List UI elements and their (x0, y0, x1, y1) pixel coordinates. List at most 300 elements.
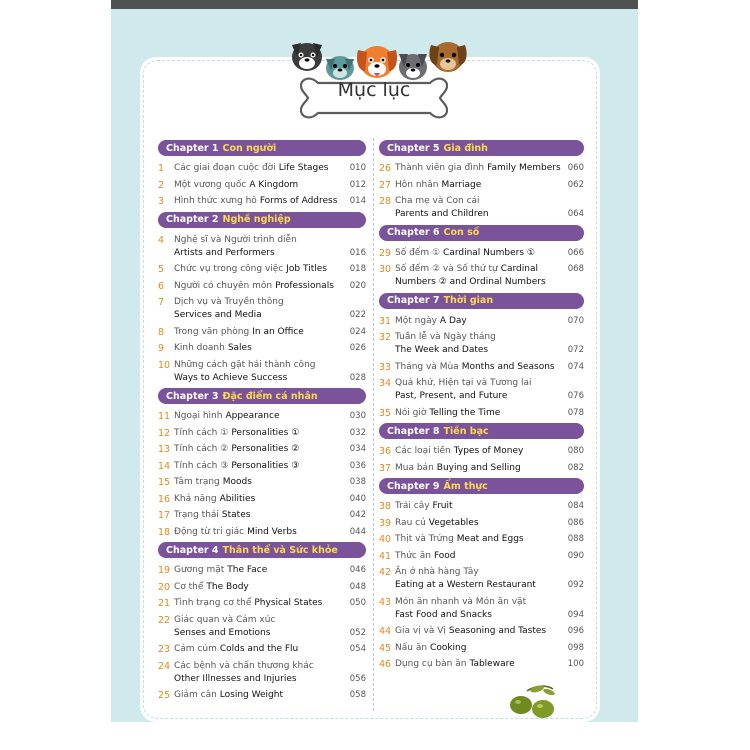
entry-text (174, 564, 344, 577)
toc-entry[interactable] (158, 234, 366, 260)
entry-vietnamese-title: Số đếm ① (395, 247, 441, 258)
entry-text (395, 247, 562, 260)
entry-vietnamese-title: Kinh doanh (174, 343, 225, 353)
entry-page-number: 054 (349, 644, 366, 654)
entry-text (395, 596, 562, 622)
entry-text (395, 361, 562, 374)
entry-english-title: Losing Weight (219, 690, 283, 700)
entry-english-title: Meat and Eggs (456, 534, 524, 544)
entry-text (174, 263, 344, 276)
chapter-header (379, 140, 584, 156)
entry-page-number: 052 (349, 627, 366, 638)
entry-english-title: Sales (227, 343, 252, 353)
entry-page-number: 076 (567, 391, 584, 401)
entry-text (174, 427, 344, 440)
entry-number: 46 (379, 659, 392, 670)
entry-english-title: Fast Food and Snacks (395, 609, 492, 620)
entry-vietnamese-title: Nói giờ (395, 407, 427, 418)
entry-number: 13 (158, 444, 171, 455)
entry-english-title: In an Office (252, 326, 304, 337)
toc-entry[interactable] (158, 179, 366, 192)
entry-english-title: A Kingdom (249, 179, 299, 190)
column-divider (373, 138, 374, 711)
entry-english-title: Moods (222, 477, 252, 487)
entry-vietnamese-title: Thành viên gia đình (395, 163, 485, 173)
entry-english-title: Types of Money (453, 446, 524, 456)
entry-page-number: 074 (567, 361, 584, 372)
entry-english-title: A Day (439, 315, 467, 326)
entry-text (174, 326, 344, 339)
entry-text (395, 263, 562, 289)
entry-number: 36 (379, 446, 392, 457)
chapter-header (158, 140, 366, 156)
entry-text (174, 643, 344, 656)
entry-vietnamese-title: Một ngày (395, 315, 437, 326)
toc-entry[interactable] (379, 377, 584, 403)
entry-number: 28 (379, 196, 392, 207)
entry-text (174, 162, 344, 175)
toc-entry[interactable] (158, 342, 366, 355)
entry-text (395, 195, 562, 221)
toc-entry[interactable] (379, 263, 584, 289)
entry-page-number: 084 (567, 501, 584, 511)
toc-entry[interactable] (158, 476, 366, 489)
toc-entry[interactable] (158, 410, 366, 423)
entry-vietnamese-title: Chức vụ trong công việc (174, 264, 284, 274)
entry-page-number: 096 (567, 626, 584, 636)
toc-entry[interactable] (379, 517, 584, 530)
entry-page-number: 058 (349, 690, 366, 700)
entry-number: 38 (379, 501, 392, 512)
toc-entry[interactable] (158, 326, 366, 339)
entry-text (395, 550, 562, 563)
entry-number: 17 (158, 510, 171, 521)
entry-text (174, 179, 344, 192)
chapter-number: Chapter 6 (387, 227, 440, 238)
chapter-header (158, 388, 366, 404)
entry-page-number: 068 (567, 264, 584, 274)
toc-entry[interactable] (158, 660, 366, 686)
entry-page-number: 062 (567, 179, 584, 190)
entry-english-title: Tableware (469, 659, 515, 669)
entry-page-number: 034 (349, 444, 366, 454)
entry-english-title: Personalities ③ (231, 460, 300, 471)
entry-english-title: Cardinal Numbers ① (443, 247, 535, 258)
entry-page-number: 066 (567, 247, 584, 258)
entry-number: 15 (158, 477, 171, 488)
toc-entry[interactable] (379, 247, 584, 260)
entry-english-title: Ways to Achieve Success (174, 372, 288, 383)
entry-number: 22 (158, 614, 171, 626)
chapter-number: Chapter 4 (166, 544, 219, 556)
toc-entry[interactable] (158, 460, 366, 473)
entry-number: 31 (379, 315, 392, 327)
entry-vietnamese-title: Tính cách ③ (174, 460, 229, 471)
toc-entry[interactable] (379, 162, 584, 175)
entry-english-title: Vegetables (428, 517, 479, 528)
entry-english-title: Parents and Children (395, 209, 489, 219)
chapter-title: Thân thể và Sức khỏe (222, 544, 338, 556)
entry-text (395, 462, 562, 475)
entry-english-title: Telling the Time (429, 407, 501, 418)
toc-entry[interactable] (158, 643, 366, 656)
toc-entry[interactable] (158, 614, 366, 640)
toc-entry[interactable] (379, 550, 584, 563)
chapter-header (158, 542, 366, 558)
entry-number: 8 (158, 326, 165, 338)
toc-entry[interactable] (158, 443, 366, 456)
toc-entry[interactable] (158, 526, 366, 539)
entry-vietnamese-title: Gương mặt (174, 565, 225, 575)
entry-number: 24 (158, 660, 171, 672)
entry-number: 25 (158, 690, 171, 701)
chapter-title: Con người (222, 142, 277, 154)
entry-page-number: 060 (567, 163, 584, 173)
entry-number: 37 (379, 462, 392, 474)
chapter-title: Đặc điểm cá nhân (222, 390, 318, 402)
entry-number: 10 (158, 359, 171, 371)
toc-entry[interactable] (158, 162, 366, 175)
entry-text (174, 476, 344, 489)
entry-page-number: 010 (349, 163, 366, 173)
entry-number: 26 (379, 163, 392, 174)
toc-entry[interactable] (379, 407, 584, 420)
entry-vietnamese-title: Các loại tiền (395, 446, 451, 456)
entry-english-title: Eating at a Western Restaurant (395, 580, 536, 590)
chapter-title: Con số (443, 227, 480, 238)
entry-vietnamese-title: Ăn ở nhà hàng Tây (395, 567, 479, 577)
toc-entry[interactable] (379, 445, 584, 458)
entry-text (174, 689, 344, 702)
entry-english-title: Past, Present, and Future (395, 391, 508, 401)
entry-page-number: 040 (349, 493, 366, 504)
toc-entry[interactable] (158, 509, 366, 522)
chapter-header (379, 225, 584, 241)
entry-number: 41 (379, 550, 392, 562)
toc-entry[interactable] (158, 280, 366, 293)
entry-text (174, 280, 344, 293)
entry-english-title: Family Members (487, 163, 561, 173)
entry-page-number: 022 (349, 310, 366, 320)
entry-english-title: The Face (227, 565, 268, 575)
entry-english-title: Physical States (254, 598, 323, 608)
entry-text (174, 581, 344, 594)
entry-number: 32 (379, 332, 392, 343)
entry-text (395, 315, 562, 328)
entry-number: 21 (158, 598, 171, 609)
entry-page-number: 086 (567, 517, 584, 528)
entry-english-title: Services and Media (174, 310, 262, 320)
entry-text (174, 493, 344, 506)
entry-vietnamese-title: Các bệnh và chấn thương khác (174, 660, 314, 671)
entry-vietnamese-title: Động từ tri giác (174, 526, 245, 537)
entry-number: 4 (158, 234, 165, 246)
entry-number: 39 (379, 517, 392, 529)
entry-text (395, 179, 562, 192)
toc-entry[interactable] (379, 179, 584, 192)
chapter-header (379, 478, 584, 494)
entry-vietnamese-title: Một vương quốc (174, 179, 247, 190)
entry-text (174, 234, 344, 260)
entry-vietnamese-title: Cha mẹ và Con cái (395, 196, 480, 206)
entry-vietnamese-title: Rau củ (395, 517, 426, 528)
entry-english-title: The Week and Dates (395, 345, 489, 355)
entry-text (395, 533, 562, 546)
entry-english-title: Months and Seasons (461, 361, 555, 372)
entry-text (395, 407, 562, 420)
entry-text (395, 445, 562, 458)
chapter-number: Chapter 1 (166, 142, 219, 154)
entry-vietnamese-title: Nghệ sĩ và Người trình diễn (174, 234, 297, 245)
entry-vietnamese-title: Nấu ăn (395, 642, 428, 653)
entry-vietnamese-title: Dịch vụ và Truyền thông (174, 297, 284, 307)
entry-number: 33 (379, 361, 392, 373)
toc-entry[interactable] (158, 195, 366, 208)
chapter-header (379, 293, 584, 309)
entry-number: 35 (379, 407, 392, 419)
entry-number: 16 (158, 493, 171, 505)
entry-page-number: 094 (567, 609, 584, 620)
entry-vietnamese-title: Món ăn nhanh và Món ăn vặt (395, 596, 527, 607)
chapter-title: Nghề nghiệp (222, 214, 291, 225)
entry-number: 6 (158, 280, 165, 292)
entry-text (395, 162, 562, 175)
chapter-title: Tiền bạc (443, 425, 489, 437)
entry-page-number: 028 (349, 372, 366, 383)
olives-illustration (507, 683, 559, 721)
toc-entry[interactable] (379, 462, 584, 475)
entry-number: 42 (379, 567, 392, 578)
entry-number: 1 (158, 163, 165, 174)
entry-vietnamese-title: Người có chuyên môn (174, 280, 273, 291)
entry-text (174, 509, 344, 522)
entry-vietnamese-title: Dụng cụ bàn ăn (395, 659, 467, 669)
entry-text (395, 377, 562, 403)
entry-english-title: Buying and Selling (436, 462, 521, 473)
toc-entry[interactable] (158, 427, 366, 440)
toc-entry[interactable] (379, 566, 584, 592)
entry-vietnamese-title: Tình trạng cơ thể (174, 598, 252, 608)
entry-vietnamese-title: Trái cây (395, 501, 430, 511)
entry-text (395, 566, 562, 592)
entry-english-title: States (221, 510, 251, 520)
toc-entry[interactable] (379, 642, 584, 655)
entry-vietnamese-title: Những cách gặt hái thành công (174, 359, 316, 370)
entry-page-number: 046 (349, 565, 366, 575)
entry-english-title: The Body (206, 581, 249, 592)
toc-entry[interactable] (379, 500, 584, 513)
entry-vietnamese-title: Hôn nhân (395, 179, 439, 190)
entry-english-title: Other Illnesses and Injuries (174, 673, 297, 684)
entry-vietnamese-title: Giảm cân (174, 690, 217, 700)
entry-number: 19 (158, 565, 171, 576)
toc-entry[interactable] (379, 331, 584, 357)
entry-english-title: Forms of Address (259, 196, 338, 206)
toc-entry[interactable] (379, 195, 584, 221)
entry-number: 7 (158, 297, 165, 308)
chapter-number: Chapter 5 (387, 142, 440, 154)
entry-english-title: Colds and the Flu (219, 644, 299, 654)
entry-page-number: 042 (349, 510, 366, 520)
dog-black-icon (292, 43, 322, 71)
toc-entry[interactable] (158, 564, 366, 577)
entry-page-number: 026 (349, 343, 366, 353)
entry-vietnamese-title: Thức ăn (395, 550, 431, 561)
entry-text (395, 625, 562, 638)
entry-number: 12 (158, 427, 171, 439)
entry-page-number: 090 (567, 550, 584, 561)
entry-vietnamese-title: Khả năng (174, 493, 217, 504)
toc-entry[interactable] (158, 581, 366, 594)
entry-vietnamese-title: Hình thức xưng hô (174, 196, 257, 206)
entry-vietnamese-title: Giác quan và Cảm xúc (174, 614, 276, 625)
toc-entry[interactable] (379, 658, 584, 671)
entry-page-number: 064 (567, 209, 584, 219)
entry-number: 40 (379, 534, 392, 545)
entry-page-number: 056 (349, 673, 366, 684)
toc-entry[interactable] (158, 296, 366, 322)
entry-page-number: 092 (567, 580, 584, 590)
chapter-header (379, 423, 584, 439)
entry-text (174, 460, 344, 473)
entry-text (174, 342, 344, 355)
entry-text (174, 296, 344, 322)
toc-entry[interactable] (379, 625, 584, 638)
entry-page-number: 012 (349, 179, 366, 190)
entry-page-number: 030 (349, 411, 366, 421)
entry-text (174, 597, 344, 610)
entry-number: 20 (158, 581, 171, 593)
entry-page-number: 072 (567, 345, 584, 355)
entry-number: 43 (379, 596, 392, 608)
entry-page-number: 078 (567, 407, 584, 418)
toc-entry[interactable] (158, 597, 366, 610)
entry-number: 14 (158, 460, 171, 472)
entry-english-title: Cooking (430, 642, 467, 653)
chapter-number: Chapter 9 (387, 480, 440, 492)
entry-number: 34 (379, 378, 392, 389)
entry-page-number: 024 (349, 326, 366, 337)
entry-page-number: 032 (349, 427, 366, 438)
entry-text (395, 517, 562, 530)
entry-number: 18 (158, 526, 171, 538)
toc-entry[interactable] (379, 533, 584, 546)
entry-english-title: Marriage (441, 179, 482, 190)
entry-number: 45 (379, 642, 392, 654)
entry-vietnamese-title: Mua bán (395, 462, 434, 473)
entry-number: 9 (158, 343, 165, 354)
entry-english-title: Mind Verbs (247, 526, 297, 537)
entry-number: 3 (158, 196, 165, 207)
entry-number: 5 (158, 264, 165, 275)
toc-entry[interactable] (379, 596, 584, 622)
entry-page-number: 044 (349, 526, 366, 537)
chapter-number: Chapter 3 (166, 390, 219, 402)
entry-english-title: Professionals (275, 280, 334, 291)
entry-english-title: Seasoning and Tastes (448, 626, 547, 636)
entry-english-title: Food (433, 550, 456, 561)
entry-page-number: 036 (349, 460, 366, 471)
top-strip (111, 0, 638, 9)
toc-right-column (379, 138, 584, 675)
entry-number: 44 (379, 626, 392, 637)
entry-vietnamese-title: Cảm cúm (174, 644, 217, 654)
entry-page-number: 018 (349, 264, 366, 274)
entry-text (174, 660, 344, 686)
entry-number: 2 (158, 179, 165, 191)
entry-english-title: Life Stages (278, 163, 329, 173)
entry-vietnamese-title: Tháng và Mùa (395, 361, 459, 372)
dog-brown-icon (429, 42, 466, 72)
toc-entry[interactable] (379, 361, 584, 374)
entry-page-number: 080 (567, 446, 584, 456)
entry-number: 29 (379, 247, 392, 259)
entry-page-number: 082 (567, 462, 584, 473)
entry-english-title: Appearance (225, 411, 280, 421)
entry-vietnamese-title: Ngoại hình (174, 411, 223, 421)
chapter-title: Thời gian (443, 295, 494, 306)
entry-vietnamese-title: Trong văn phòng (174, 326, 250, 337)
toc-entry[interactable] (158, 493, 366, 506)
entry-page-number: 020 (349, 280, 366, 291)
entry-english-title: Artists and Performers (174, 247, 275, 258)
entry-page-number: 050 (349, 598, 366, 608)
entry-english-title: Fruit (432, 501, 453, 511)
entry-vietnamese-title: Quá khứ, Hiện tại và Tương lai (395, 378, 532, 388)
entry-text (395, 658, 562, 671)
entry-english-title: Personalities ② (231, 444, 300, 454)
entry-text (395, 500, 562, 513)
entry-page-number: 016 (349, 247, 366, 258)
chapter-number: Chapter 2 (166, 214, 219, 225)
entry-vietnamese-title: Gia vị và Vị (395, 626, 446, 636)
entry-page-number: 098 (567, 642, 584, 653)
toc-entry[interactable] (158, 263, 366, 276)
toc-entry[interactable] (158, 359, 366, 385)
toc-left-column (158, 138, 366, 706)
entry-text (174, 443, 344, 456)
entry-text (174, 359, 344, 385)
entry-vietnamese-title: Các giai đoạn cuộc đời (174, 163, 276, 173)
entry-english-title: Senses and Emotions (174, 627, 271, 638)
entry-vietnamese-title: Thịt và Trứng (395, 534, 454, 544)
entry-text (174, 195, 344, 208)
chapter-title: Ẩm thực (443, 480, 488, 492)
entry-vietnamese-title: Tính cách ① (174, 427, 229, 438)
entry-number: 11 (158, 411, 171, 422)
chapter-number: Chapter 8 (387, 425, 440, 437)
entry-page-number: 048 (349, 581, 366, 592)
toc-entry[interactable] (379, 315, 584, 328)
entry-vietnamese-title: Tâm trạng (174, 477, 220, 487)
entry-page-number: 038 (349, 477, 366, 487)
entry-vietnamese-title: Số đếm ② và Số thứ tự (395, 264, 498, 274)
entry-text (174, 410, 344, 423)
entry-text (395, 331, 562, 357)
entry-page-number: 088 (567, 534, 584, 544)
entry-number: 23 (158, 644, 171, 655)
entry-english-title: Cardinal Numbers ② and Ordinal Numbers (395, 264, 546, 287)
entry-page-number: 070 (567, 315, 584, 326)
entry-number: 30 (379, 264, 392, 275)
entry-text (395, 642, 562, 655)
entry-text (174, 526, 344, 539)
toc-entry[interactable] (158, 689, 366, 702)
entry-vietnamese-title: Tuần lễ và Ngày tháng (395, 332, 496, 342)
chapter-title: Gia đình (443, 142, 488, 154)
chapter-number: Chapter 7 (387, 295, 440, 306)
entry-page-number: 014 (349, 196, 366, 206)
